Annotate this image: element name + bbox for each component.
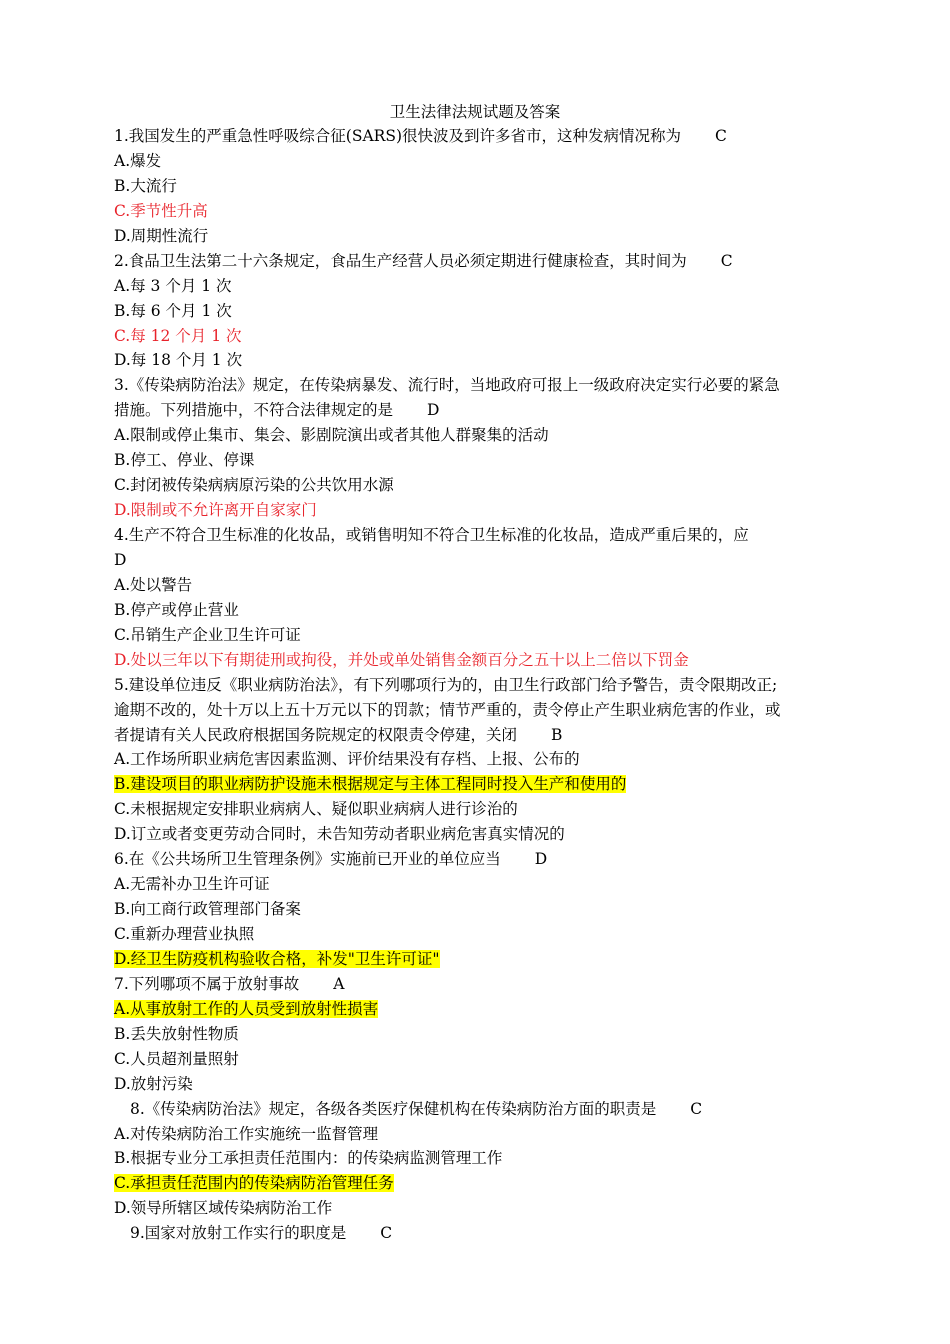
question-text [114, 698, 844, 723]
option-line [114, 348, 844, 373]
option-text: B.停工、停业、停课 [114, 451, 255, 470]
option-line [114, 822, 844, 847]
answer-key: D [427, 401, 440, 420]
option-line [114, 623, 844, 648]
question-stem-text: 1.我国发生的严重急性呼吸综合征(SARS)很快波及到许多省市，这种发病情况称为 [114, 127, 681, 145]
question-stem-text: 6.在《公共场所卫生管理条例》实施前已开业的单位应当 [114, 850, 501, 869]
option-text: D.放射污染 [114, 1074, 193, 1093]
question-text [114, 523, 844, 548]
question-text [114, 124, 844, 149]
correct-option-text: B.建设项目的职业病防护设施未根据规定与主体工程同时投入生产和使用的 [114, 775, 627, 794]
question-stem-text: 8.《传染病防治法》规定，各级各类医疗保健机构在传染病防治方面的职责是 [130, 1099, 657, 1118]
option-text: A.每 3 个月 1 次 [114, 276, 232, 295]
option-line [114, 772, 844, 797]
question-list [114, 124, 844, 1246]
answer-key: C [380, 1224, 393, 1243]
option-line [114, 199, 844, 224]
question-text [114, 373, 844, 398]
correct-option-text: D.限制或不允许离开自家家门 [114, 501, 317, 520]
question-stem-text: 5.建设单位违反《职业病防治法》，有下列哪项行为的，由卫生行政部门给予警告，责令限期改正; [114, 675, 778, 694]
option-text: B.向工商行政管理部门备案 [114, 900, 301, 919]
answer-key: C [715, 127, 727, 145]
answer-key: C [690, 1099, 703, 1118]
option-line [114, 149, 844, 174]
option-line [114, 1171, 844, 1196]
answer-key: D [114, 550, 127, 569]
option-line [114, 1146, 844, 1171]
question-block [114, 249, 844, 374]
answer-key: C [720, 251, 733, 270]
option-line [114, 598, 844, 623]
option-text: A.爆发 [114, 151, 162, 170]
question-stem-text: 9.国家对放射工作实行的职度是 [130, 1224, 347, 1243]
correct-option-text: D.经卫生防疫机构验收合格，补发"卫生许可证" [114, 949, 440, 968]
option-line [114, 997, 844, 1022]
question-text [114, 1097, 844, 1122]
option-text: B.大流行 [114, 176, 177, 195]
question-stem-text: 措施。下列措施中，不符合法律规定的是 [114, 401, 394, 420]
question-text [114, 673, 844, 698]
option-line [114, 1022, 844, 1047]
question-stem-text: 2.食品卫生法第二十六条规定，食品生产经营人员必须定期进行健康检查，其时间为 [114, 251, 687, 270]
question-stem-text: 3.《传染病防治法》规定，在传染病暴发、流行时，当地政府可报上一级政府决定实行必要的紧急 [114, 376, 780, 395]
option-line [114, 1072, 844, 1097]
option-text: A.处以警告 [114, 575, 193, 594]
option-line [114, 498, 844, 523]
option-line [114, 1047, 844, 1072]
question-stem-text: 逾期不改的，处十万以上五十万元以下的罚款；情节严重的，责令停止产生职业病危害的作业，或 [114, 700, 781, 719]
option-line [114, 797, 844, 822]
option-line [114, 897, 844, 922]
question-block [114, 847, 844, 972]
correct-option-text: C.承担责任范围内的传染病防治管理任务 [114, 1174, 394, 1193]
question-stem-text: 者提请有关人民政府根据国务院规定的权限责令停建，关闭 [114, 725, 518, 744]
option-text: A.工作场所职业病危害因素监测、评价结果没有存档、上报、公布的 [114, 750, 580, 769]
correct-option-text: C.季节性升高 [114, 201, 208, 220]
answer-key: D [534, 850, 548, 869]
option-line [114, 324, 844, 349]
option-text: C.重新办理营业执照 [114, 925, 255, 943]
correct-option-text: C.每 12 个月 1 次 [114, 326, 242, 345]
option-line [114, 1196, 844, 1221]
question-text [114, 847, 844, 872]
option-text: A.限制或停止集市、集会、影剧院演出或者其他人群聚集的活动 [114, 426, 549, 445]
answer-key: B [551, 725, 563, 744]
option-text: B.停产或停止营业 [114, 600, 239, 619]
option-text: C.人员超剂量照射 [114, 1049, 239, 1068]
question-block [114, 124, 844, 249]
question-text [114, 249, 844, 274]
option-text: C.封闭被传染病病原污染的公共饮用水源 [114, 476, 394, 495]
question-block [114, 523, 844, 673]
question-block [114, 673, 844, 848]
option-text: C.未根据规定安排职业病病人、疑似职业病病人进行诊治的 [114, 800, 518, 819]
question-text [114, 1221, 844, 1246]
question-block [114, 1221, 844, 1246]
option-line [114, 922, 844, 947]
option-text: D.每 18 个月 1 次 [114, 351, 243, 370]
option-line [114, 174, 844, 199]
option-text: C.吊销生产企业卫生许可证 [114, 625, 301, 644]
correct-option-text: D.处以三年以下有期徒刑或拘役，并处或单处销售金额百分之五十以上二倍以下罚金 [114, 650, 689, 669]
document-title: 卫生法律法规试题及答案 [389, 103, 561, 121]
option-line [114, 648, 844, 673]
option-line [114, 872, 844, 897]
question-stem-text: 7.下列哪项不属于放射事故 [114, 974, 300, 993]
option-line [114, 274, 844, 299]
question-block [114, 972, 844, 1097]
correct-option-text: A.从事放射工作的人员受到放射性损害 [114, 999, 379, 1018]
option-text: A.对传染病防治工作实施统一监督管理 [114, 1124, 379, 1143]
option-text: A.无需补办卫生许可证 [114, 875, 270, 894]
option-line [114, 573, 844, 598]
question-block [114, 1097, 844, 1222]
option-text: D.订立或者变更劳动合同时，未告知劳动者职业病危害真实情况的 [114, 825, 565, 844]
option-text: B.根据专业分工承担责任范围内：的传染病监测管理工作 [114, 1149, 503, 1168]
question-text [114, 972, 844, 997]
option-text: D.领导所辖区域传染病防治工作 [114, 1199, 333, 1218]
question-stem-text: 4.生产不符合卫生标准的化妆品，或销售明知不符合卫生标准的化妆品，造成严重后果的，应 [114, 526, 749, 544]
answer-key: A [333, 974, 345, 993]
question-block [114, 373, 844, 523]
option-line [114, 473, 844, 498]
option-text: B.丢失放射性物质 [114, 1024, 239, 1043]
option-line [114, 947, 844, 972]
question-text [114, 723, 844, 748]
option-line [114, 1122, 844, 1147]
option-line [114, 224, 844, 249]
answer-line [114, 548, 844, 573]
option-text: D.周期性流行 [114, 226, 209, 245]
option-line [114, 448, 844, 473]
option-line [114, 747, 844, 772]
option-line [114, 423, 844, 448]
option-text: B.每 6 个月 1 次 [114, 301, 232, 320]
option-line [114, 299, 844, 324]
question-text [114, 398, 844, 423]
